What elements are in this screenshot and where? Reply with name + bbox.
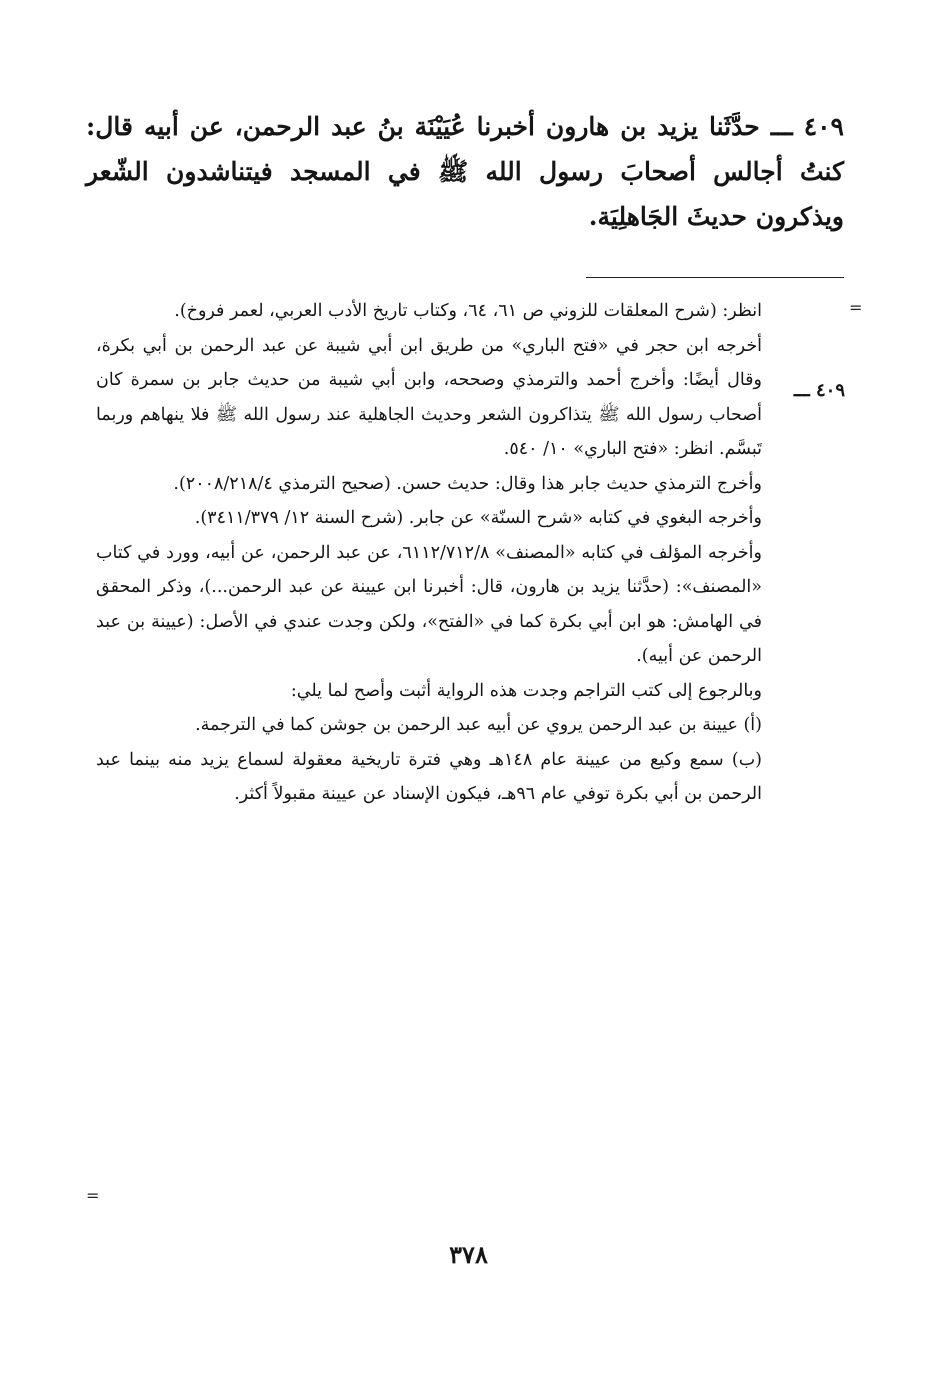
continuation-mark-bottom: = xyxy=(86,1186,100,1205)
continuation-mark-top: = xyxy=(849,298,863,317)
footnote-paragraph: وأخرجه المؤلف في كتابه «المصنف» ٦١١٢/٧١٢/٨، عن عبد الرحمن، عن أبيه، وورد في كتاب «المصنف»: (حدَّثنا يزيد بن هارون، قال: أخبرنا ابن عيينة عن عبد الرحمن...)، وذكر المحقق في الهامش: هو ابن أبي بكرة كما في «الفتح»، ولكن وجدت عندي في الأصل: (عيينة بن عبد الرحمن عن أبيه). xyxy=(96,542,762,666)
footnote-paragraph: وأخرج الترمذي حديث جابر هذا وقال: حديث حسن. (صحيح الترمذي ٢٠٠٨/٢١٨/٤). xyxy=(173,473,762,494)
hadith-number: ٤٠٩ ـــ xyxy=(770,112,844,141)
footnote-paragraph: وبالرجوع إلى كتب التراجم وجدت هذه الرواية أثبت وأصح لما يلي: xyxy=(290,680,762,701)
footnote-paragraph: (ب) سمع وكيع من عيينة عام ١٤٨هـ وهي فترة تاريخية معقولة لسماع يزيد منه بينما عبد الرحمن بن أبي بكرة توفي عام ٩٦هـ، فيكون الإسناد عن عيينة مقبولاً أكثر. xyxy=(96,749,762,804)
footnote-number: ٤٠٩ ـــ xyxy=(793,380,845,401)
hadith-paragraph xyxy=(86,104,844,239)
hadith-text: حدَّثَنا يزيد بن هارون أخبرنا عُيَيْنَة بنُ عبد الرحمن، عن أبيه قال: كنتُ أجالس أصحابَ رسول الله ﷺ في المسجد فيتناشدون الشّعر ويذكرون حديثَ الجَاهلِيَة. xyxy=(86,112,844,231)
footnotes xyxy=(96,294,762,812)
footnote-paragraph: (أ) عيينة بن عبد الرحمن يروي عن أبيه عبد الرحمن بن جوشن كما في الترجمة. xyxy=(195,715,762,735)
footnote-separator xyxy=(586,277,844,278)
hadith-text-block xyxy=(86,104,844,239)
footnote-paragraph: وأخرجه البغوي في كتابه «شرح السنّة» عن جابر. (شرح السنة ١٢/ ٣٤١١/٣٧٩). xyxy=(194,508,762,528)
footnote-paragraph: أخرجه ابن حجر في «فتح الباري» من طريق ابن أبي شيبة عن عبد الرحمن بن أبي بكرة، وقال أيضًا: وأخرج أحمد والترمذي وصححه، وابن أبي شيبة من حديث جابر بن سمرة كان أصحاب رسول الله ﷺ يتذاكرون الشعر وحديث الجاهلية عند رسول الله ﷺ فلا ينهاهم وربما تَبسَّم. انظر: «فتح الباري» ١٠/ ٥٤٠. xyxy=(96,335,762,459)
footnote-continued: انظر: (شرح المعلقات للزوني ص ٦١، ٦٤، وكتاب تاريخ الأدب العربي، لعمر فروخ). xyxy=(174,301,762,321)
page-number: ٣٧٨ xyxy=(449,1240,488,1269)
